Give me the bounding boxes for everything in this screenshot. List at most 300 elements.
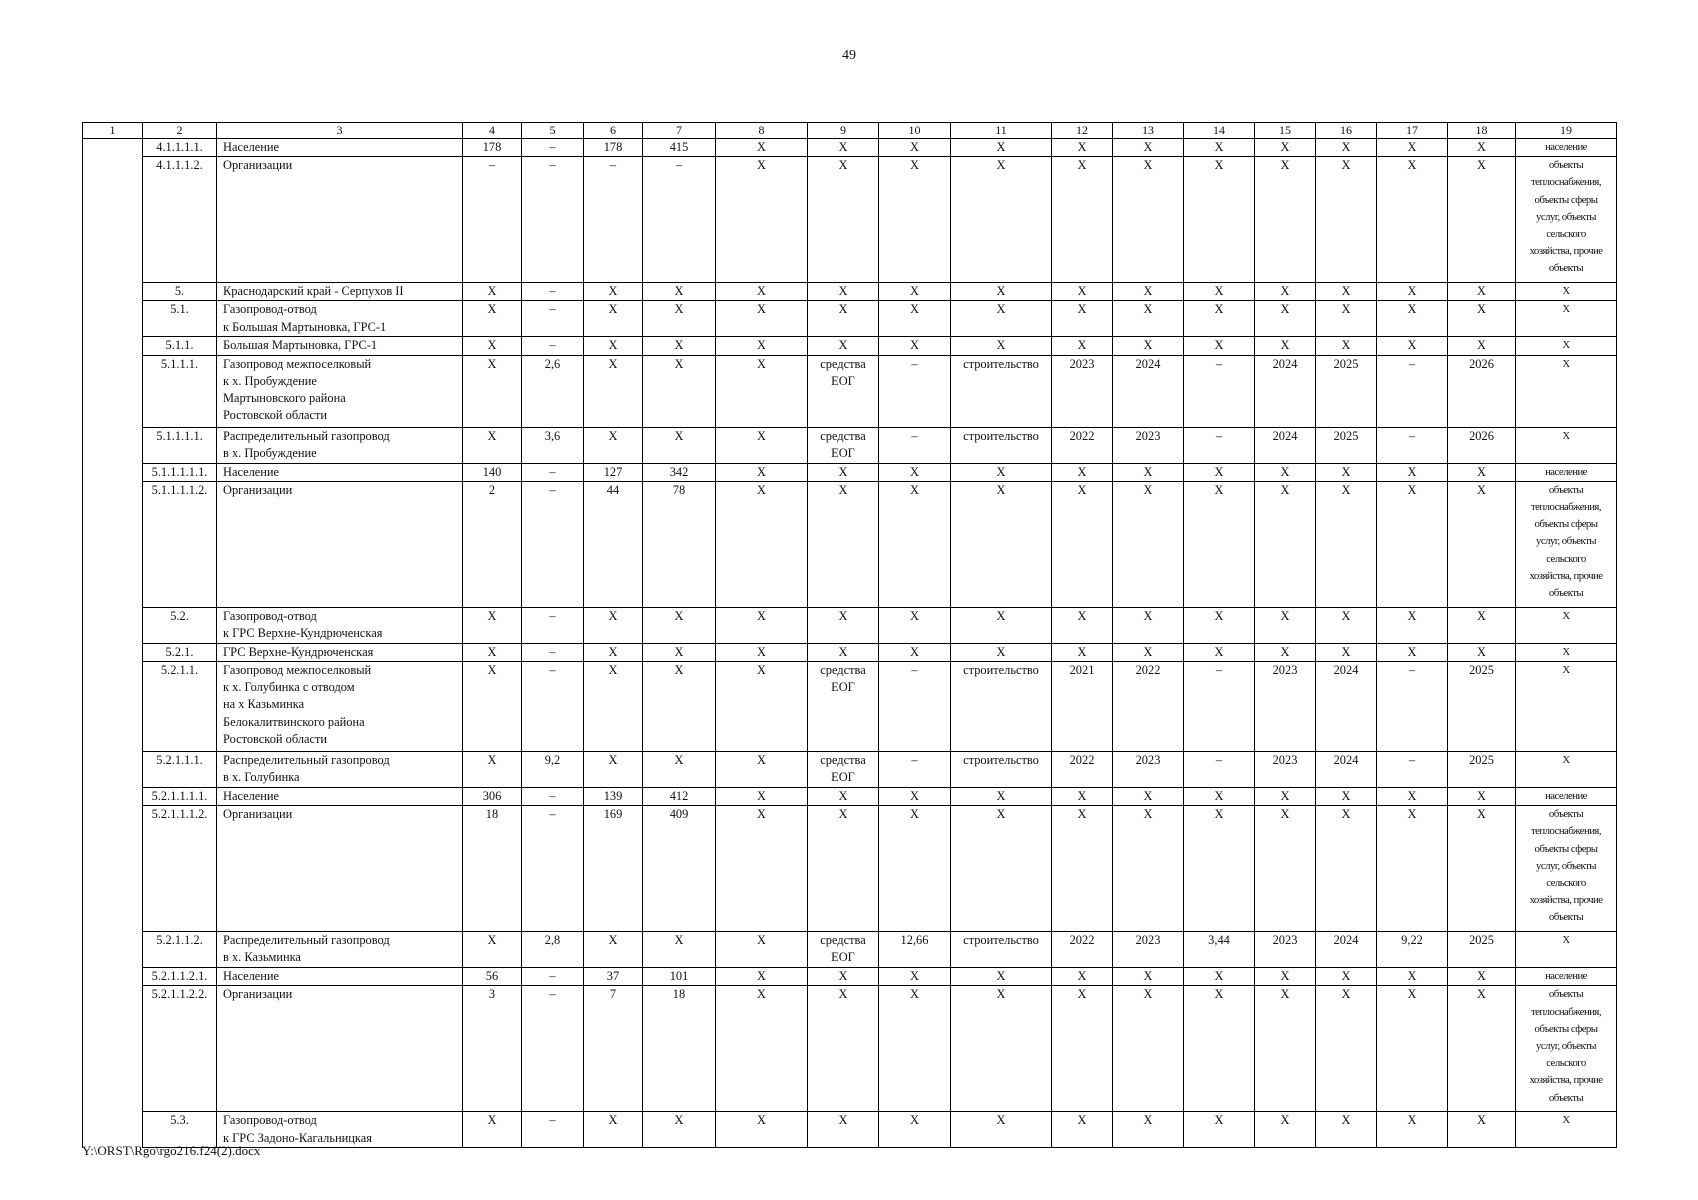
header-cell-15: 15 <box>1255 123 1316 139</box>
cell-col-6: Х <box>584 662 643 752</box>
cell-line: ЕОГ <box>831 950 855 965</box>
cell-col-8: Х <box>716 337 808 355</box>
cell-col-8: Х <box>716 662 808 752</box>
cell-col-9 <box>808 481 879 607</box>
cell-col-12: 2021 <box>1052 662 1113 752</box>
cell-line: Х <box>838 644 848 659</box>
cell-line: в х. Пробуждение <box>223 445 317 460</box>
cell-col-18: 2025 <box>1448 932 1516 968</box>
cell-col-13: Х <box>1113 301 1184 337</box>
header-cell-2: 2 <box>143 123 217 139</box>
header-row <box>83 123 1617 139</box>
cell-line: Газопровод межпоселковый <box>223 663 372 678</box>
cell-col-3 <box>217 932 463 968</box>
cell-col-14: – <box>1184 427 1255 463</box>
cell-line: объекты сферы <box>1534 193 1598 206</box>
cell-line: Газопровод-отвод <box>223 608 317 623</box>
cell-col-15: 2024 <box>1255 427 1316 463</box>
cell-col-12: Х <box>1052 337 1113 355</box>
cell-col-17: – <box>1377 662 1448 752</box>
cell-col-14: Х <box>1184 806 1255 932</box>
cell-col-1 <box>83 607 143 643</box>
cell-col-4: 140 <box>463 463 522 481</box>
cell-col-9 <box>808 1112 879 1148</box>
cell-line: Х <box>838 969 848 984</box>
cell-col-10: Х <box>879 607 951 643</box>
cell-col-14: Х <box>1184 283 1255 301</box>
cell-col-16: Х <box>1316 1112 1377 1148</box>
cell-line: объекты сферы <box>1534 518 1598 531</box>
header-cell-17: 17 <box>1377 123 1448 139</box>
cell-col-10: 12,66 <box>879 932 951 968</box>
table-row <box>83 139 1617 157</box>
cell-col-7: Х <box>643 662 716 752</box>
cell-col-15: 2023 <box>1255 752 1316 788</box>
cell-line: Х <box>1562 754 1570 767</box>
cell-line: Краснодарский край - Серпухов II <box>223 284 404 299</box>
cell-col-2: 5.2.1.1.1.2. <box>143 806 217 932</box>
cell-col-18: Х <box>1448 788 1516 806</box>
cell-col-4: Х <box>463 1112 522 1148</box>
cell-col-11: Х <box>951 806 1052 932</box>
cell-col-4: Х <box>463 355 522 427</box>
cell-line: объекты <box>1548 988 1584 1001</box>
cell-col-8: Х <box>716 788 808 806</box>
cell-col-10: – <box>879 662 951 752</box>
cell-col-6: 178 <box>584 139 643 157</box>
cell-line: средства <box>820 663 866 678</box>
cell-col-4: Х <box>463 932 522 968</box>
cell-col-12: Х <box>1052 643 1113 661</box>
cell-col-3 <box>217 968 463 986</box>
cell-line: объекты сферы <box>1534 842 1598 855</box>
cell-col-5: 9,2 <box>522 752 584 788</box>
cell-col-3 <box>217 139 463 157</box>
cell-col-6: 37 <box>584 968 643 986</box>
cell-line: Население <box>223 140 280 154</box>
cell-col-2: 5.2.1.1.2.2. <box>143 986 217 1112</box>
cell-col-3 <box>217 662 463 752</box>
cell-col-17: Х <box>1377 301 1448 337</box>
cell-line: в х. Голубинка <box>223 770 300 785</box>
cell-col-18: Х <box>1448 139 1516 157</box>
cell-col-11: Х <box>951 481 1052 607</box>
cell-col-8: Х <box>716 139 808 157</box>
cell-col-1 <box>83 337 143 355</box>
cell-col-14: – <box>1184 752 1255 788</box>
cell-col-8: Х <box>716 806 808 932</box>
cell-line: Х <box>838 302 848 317</box>
cell-col-14: 3,44 <box>1184 932 1255 968</box>
cell-col-15: Х <box>1255 986 1316 1112</box>
cell-col-6: Х <box>584 752 643 788</box>
cell-col-7: Х <box>643 1112 716 1148</box>
header-cell-14: 14 <box>1184 123 1255 139</box>
cell-col-10: – <box>879 427 951 463</box>
cell-col-18: Х <box>1448 643 1516 661</box>
cell-line: средства <box>820 753 866 768</box>
cell-col-4: Х <box>463 607 522 643</box>
cell-col-19 <box>1516 968 1617 986</box>
cell-line: объекты сферы <box>1534 1022 1598 1035</box>
cell-col-10: – <box>879 355 951 427</box>
cell-line: ЕОГ <box>831 445 855 460</box>
cell-col-8: Х <box>716 643 808 661</box>
cell-col-10: Х <box>879 157 951 283</box>
cell-col-2: 5.2. <box>143 607 217 643</box>
cell-line: теплоснабжения, <box>1530 501 1601 514</box>
cell-line: услуг, объекты <box>1536 859 1596 872</box>
cell-col-4: Х <box>463 662 522 752</box>
cell-col-1 <box>83 806 143 932</box>
cell-col-17: Х <box>1377 157 1448 283</box>
cell-line: Х <box>838 482 848 497</box>
cell-col-13: Х <box>1113 643 1184 661</box>
table-row <box>83 643 1617 661</box>
cell-col-14: Х <box>1184 968 1255 986</box>
cell-line: Газопровод межпоселковый <box>223 356 372 371</box>
cell-col-11: Х <box>951 968 1052 986</box>
cell-col-17: Х <box>1377 337 1448 355</box>
cell-col-16: Х <box>1316 481 1377 607</box>
cell-col-8: Х <box>716 355 808 427</box>
header-cell-8: 8 <box>716 123 808 139</box>
cell-line: Население <box>223 464 280 479</box>
cell-col-18: Х <box>1448 806 1516 932</box>
table-row <box>83 283 1617 301</box>
cell-col-9 <box>808 752 879 788</box>
cell-line: Х <box>1562 645 1570 658</box>
cell-col-17: 9,22 <box>1377 932 1448 968</box>
table-row <box>83 968 1617 986</box>
cell-col-17: – <box>1377 355 1448 427</box>
cell-col-10: – <box>879 752 951 788</box>
cell-col-5: – <box>522 337 584 355</box>
cell-col-11: строительство <box>951 932 1052 968</box>
cell-col-7: Х <box>643 283 716 301</box>
cell-col-12: Х <box>1052 283 1113 301</box>
cell-col-12: 2022 <box>1052 427 1113 463</box>
footer-file-path: Y:\ORST\Rgo\rgo216.f24(2).docx <box>82 1143 261 1158</box>
cell-col-7: Х <box>643 427 716 463</box>
cell-col-15: Х <box>1255 1112 1316 1148</box>
cell-col-5: – <box>522 1112 584 1148</box>
cell-col-10: Х <box>879 968 951 986</box>
cell-col-13: 2022 <box>1113 662 1184 752</box>
cell-col-14: Х <box>1184 139 1255 157</box>
cell-col-17: Х <box>1377 139 1448 157</box>
cell-col-12: 2022 <box>1052 932 1113 968</box>
table-row <box>83 752 1617 788</box>
cell-line: Х <box>838 789 848 804</box>
cell-line: хозяйства, прочие <box>1529 894 1603 907</box>
cell-line: к х. Пробуждение <box>223 373 317 388</box>
cell-col-1 <box>83 788 143 806</box>
cell-col-12: Х <box>1052 1112 1113 1148</box>
cell-line: Распределительный газопровод <box>223 933 390 948</box>
table-row <box>83 481 1617 607</box>
cell-col-14: Х <box>1184 463 1255 481</box>
cell-col-14: Х <box>1184 643 1255 661</box>
cell-col-16: Х <box>1316 643 1377 661</box>
cell-col-11: строительство <box>951 355 1052 427</box>
cell-line: Х <box>838 807 848 822</box>
table-row <box>83 662 1617 752</box>
table-row <box>83 157 1617 283</box>
cell-col-1 <box>83 283 143 301</box>
cell-col-11: Х <box>951 139 1052 157</box>
cell-col-8: Х <box>716 427 808 463</box>
cell-col-13: Х <box>1113 157 1184 283</box>
cell-line: Белокалитвинского района <box>223 714 365 729</box>
cell-col-15: 2024 <box>1255 355 1316 427</box>
cell-col-19 <box>1516 481 1617 607</box>
cell-col-15: Х <box>1255 463 1316 481</box>
cell-col-18: Х <box>1448 1112 1516 1148</box>
header-cell-10: 10 <box>879 123 951 139</box>
cell-line: Население <box>223 789 280 804</box>
cell-col-12: Х <box>1052 806 1113 932</box>
cell-col-6: Х <box>584 427 643 463</box>
cell-line: объекты <box>1548 262 1584 275</box>
table-row <box>83 986 1617 1112</box>
cell-col-11: Х <box>951 1112 1052 1148</box>
cell-col-12: 2023 <box>1052 355 1113 427</box>
cell-line: к Большая Мартыновка, ГРС-1 <box>223 319 387 334</box>
header-cell-19: 19 <box>1516 123 1617 139</box>
cell-col-11: Х <box>951 788 1052 806</box>
cell-line: Население <box>223 969 280 984</box>
cell-col-9 <box>808 968 879 986</box>
cell-col-13: 2024 <box>1113 355 1184 427</box>
cell-col-10: Х <box>879 301 951 337</box>
cell-col-18: Х <box>1448 463 1516 481</box>
cell-col-12: Х <box>1052 607 1113 643</box>
cell-line: средства <box>820 933 866 948</box>
cell-col-9 <box>808 355 879 427</box>
cell-line: Мартыновского района <box>223 391 346 406</box>
cell-col-12: Х <box>1052 481 1113 607</box>
cell-col-13: Х <box>1113 806 1184 932</box>
table-row <box>83 337 1617 355</box>
cell-col-13: Х <box>1113 283 1184 301</box>
cell-col-17: Х <box>1377 788 1448 806</box>
data-table <box>82 122 1617 1148</box>
cell-col-7: Х <box>643 337 716 355</box>
cell-col-13: Х <box>1113 139 1184 157</box>
cell-col-17: Х <box>1377 607 1448 643</box>
cell-col-10: Х <box>879 283 951 301</box>
cell-col-5: 2,6 <box>522 355 584 427</box>
cell-col-9 <box>808 788 879 806</box>
cell-col-6: Х <box>584 301 643 337</box>
cell-col-8: Х <box>716 968 808 986</box>
cell-col-18: Х <box>1448 986 1516 1112</box>
cell-col-13: Х <box>1113 968 1184 986</box>
cell-col-18: Х <box>1448 337 1516 355</box>
cell-col-7: 101 <box>643 968 716 986</box>
cell-col-5: – <box>522 788 584 806</box>
cell-col-10: Х <box>879 1112 951 1148</box>
cell-col-8: Х <box>716 157 808 283</box>
cell-line: Х <box>838 140 848 154</box>
cell-col-12: Х <box>1052 986 1113 1112</box>
cell-col-18: 2026 <box>1448 355 1516 427</box>
cell-line: Х <box>838 158 848 173</box>
cell-col-5: – <box>522 301 584 337</box>
cell-col-9 <box>808 986 879 1112</box>
cell-col-6: 7 <box>584 986 643 1112</box>
cell-col-16: Х <box>1316 301 1377 337</box>
cell-col-5: – <box>522 139 584 157</box>
cell-line: Организации <box>223 482 293 497</box>
cell-col-9 <box>808 427 879 463</box>
cell-col-7: Х <box>643 643 716 661</box>
cell-line: сельского <box>1546 228 1586 241</box>
cell-col-10: Х <box>879 643 951 661</box>
table-row <box>83 932 1617 968</box>
cell-col-3 <box>217 427 463 463</box>
cell-col-17: – <box>1377 752 1448 788</box>
cell-col-5: 2,8 <box>522 932 584 968</box>
cell-col-14: Х <box>1184 481 1255 607</box>
cell-col-15: Х <box>1255 806 1316 932</box>
cell-col-9 <box>808 932 879 968</box>
cell-col-15: 2023 <box>1255 662 1316 752</box>
cell-col-11: Х <box>951 643 1052 661</box>
cell-line: Х <box>1562 285 1570 298</box>
cell-col-15: 2023 <box>1255 932 1316 968</box>
cell-col-6: Х <box>584 355 643 427</box>
cell-col-6: 139 <box>584 788 643 806</box>
cell-col-18: 2025 <box>1448 662 1516 752</box>
cell-line: Х <box>1562 303 1570 316</box>
cell-col-3 <box>217 788 463 806</box>
header-cell-3: 3 <box>217 123 463 139</box>
cell-col-9 <box>808 337 879 355</box>
cell-line: на х Казьминка <box>223 697 305 712</box>
cell-col-7: Х <box>643 607 716 643</box>
cell-line: объекты <box>1548 159 1584 172</box>
cell-line: ЕОГ <box>831 770 855 785</box>
cell-col-17: Х <box>1377 283 1448 301</box>
table-row <box>83 607 1617 643</box>
cell-col-11: Х <box>951 337 1052 355</box>
cell-col-16: 2025 <box>1316 355 1377 427</box>
cell-col-14: Х <box>1184 607 1255 643</box>
cell-col-4: 18 <box>463 806 522 932</box>
cell-col-3 <box>217 301 463 337</box>
cell-col-11: строительство <box>951 752 1052 788</box>
cell-col-14: Х <box>1184 1112 1255 1148</box>
cell-col-5: – <box>522 662 584 752</box>
cell-col-16: 2024 <box>1316 932 1377 968</box>
cell-col-16: Х <box>1316 788 1377 806</box>
cell-col-17: Х <box>1377 481 1448 607</box>
cell-col-10: Х <box>879 481 951 607</box>
cell-col-6: 127 <box>584 463 643 481</box>
cell-line: Ростовской области <box>223 731 328 746</box>
cell-col-17: Х <box>1377 1112 1448 1148</box>
cell-col-1 <box>83 752 143 788</box>
cell-col-7: 415 <box>643 139 716 157</box>
table-row <box>83 1112 1617 1148</box>
cell-col-3 <box>217 283 463 301</box>
cell-line: Х <box>1562 339 1570 352</box>
cell-col-17: – <box>1377 427 1448 463</box>
cell-col-12: Х <box>1052 157 1113 283</box>
cell-col-4: Х <box>463 427 522 463</box>
cell-col-6: Х <box>584 283 643 301</box>
cell-col-10: Х <box>879 139 951 157</box>
cell-col-8: Х <box>716 283 808 301</box>
table-row <box>83 301 1617 337</box>
cell-col-15: Х <box>1255 643 1316 661</box>
cell-col-4: Х <box>463 337 522 355</box>
cell-col-4: Х <box>463 752 522 788</box>
table-row <box>83 355 1617 427</box>
cell-col-10: Х <box>879 337 951 355</box>
cell-col-12: 2022 <box>1052 752 1113 788</box>
cell-col-16: Х <box>1316 157 1377 283</box>
cell-line: Организации <box>223 807 293 822</box>
cell-line: Х <box>1562 1114 1570 1127</box>
cell-col-16: Х <box>1316 463 1377 481</box>
cell-col-19 <box>1516 1112 1617 1148</box>
cell-line: население <box>1545 141 1587 153</box>
cell-line: теплоснабжения, <box>1530 1005 1601 1018</box>
cell-col-15: Х <box>1255 968 1316 986</box>
cell-line: объекты <box>1548 808 1584 821</box>
cell-col-1 <box>83 463 143 481</box>
cell-col-9 <box>808 283 879 301</box>
cell-col-7: 18 <box>643 986 716 1112</box>
cell-col-19 <box>1516 788 1617 806</box>
cell-col-11: Х <box>951 157 1052 283</box>
cell-col-3 <box>217 157 463 283</box>
cell-col-9 <box>808 157 879 283</box>
cell-col-4: – <box>463 157 522 283</box>
cell-line: Х <box>1562 664 1570 677</box>
cell-col-4: 2 <box>463 481 522 607</box>
cell-col-13: Х <box>1113 463 1184 481</box>
cell-col-5: – <box>522 986 584 1112</box>
cell-col-7: 409 <box>643 806 716 932</box>
cell-line: объекты <box>1548 587 1584 600</box>
cell-col-7: Х <box>643 355 716 427</box>
cell-col-9 <box>808 301 879 337</box>
page-number: 49 <box>842 48 856 63</box>
cell-col-19 <box>1516 932 1617 968</box>
cell-col-3 <box>217 752 463 788</box>
cell-col-4: Х <box>463 301 522 337</box>
cell-col-8: Х <box>716 463 808 481</box>
cell-line: сельского <box>1546 877 1586 890</box>
header-cell-1: 1 <box>83 123 143 139</box>
cell-col-6: Х <box>584 643 643 661</box>
cell-col-1 <box>83 157 143 283</box>
header-cell-7: 7 <box>643 123 716 139</box>
table-row <box>83 806 1617 932</box>
cell-col-9 <box>808 607 879 643</box>
cell-col-10: Х <box>879 788 951 806</box>
cell-col-1 <box>83 481 143 607</box>
cell-col-19 <box>1516 806 1617 932</box>
cell-col-5: – <box>522 806 584 932</box>
cell-col-19 <box>1516 986 1617 1112</box>
cell-col-2: 4.1.1.1.1. <box>143 139 217 157</box>
cell-col-18: Х <box>1448 968 1516 986</box>
